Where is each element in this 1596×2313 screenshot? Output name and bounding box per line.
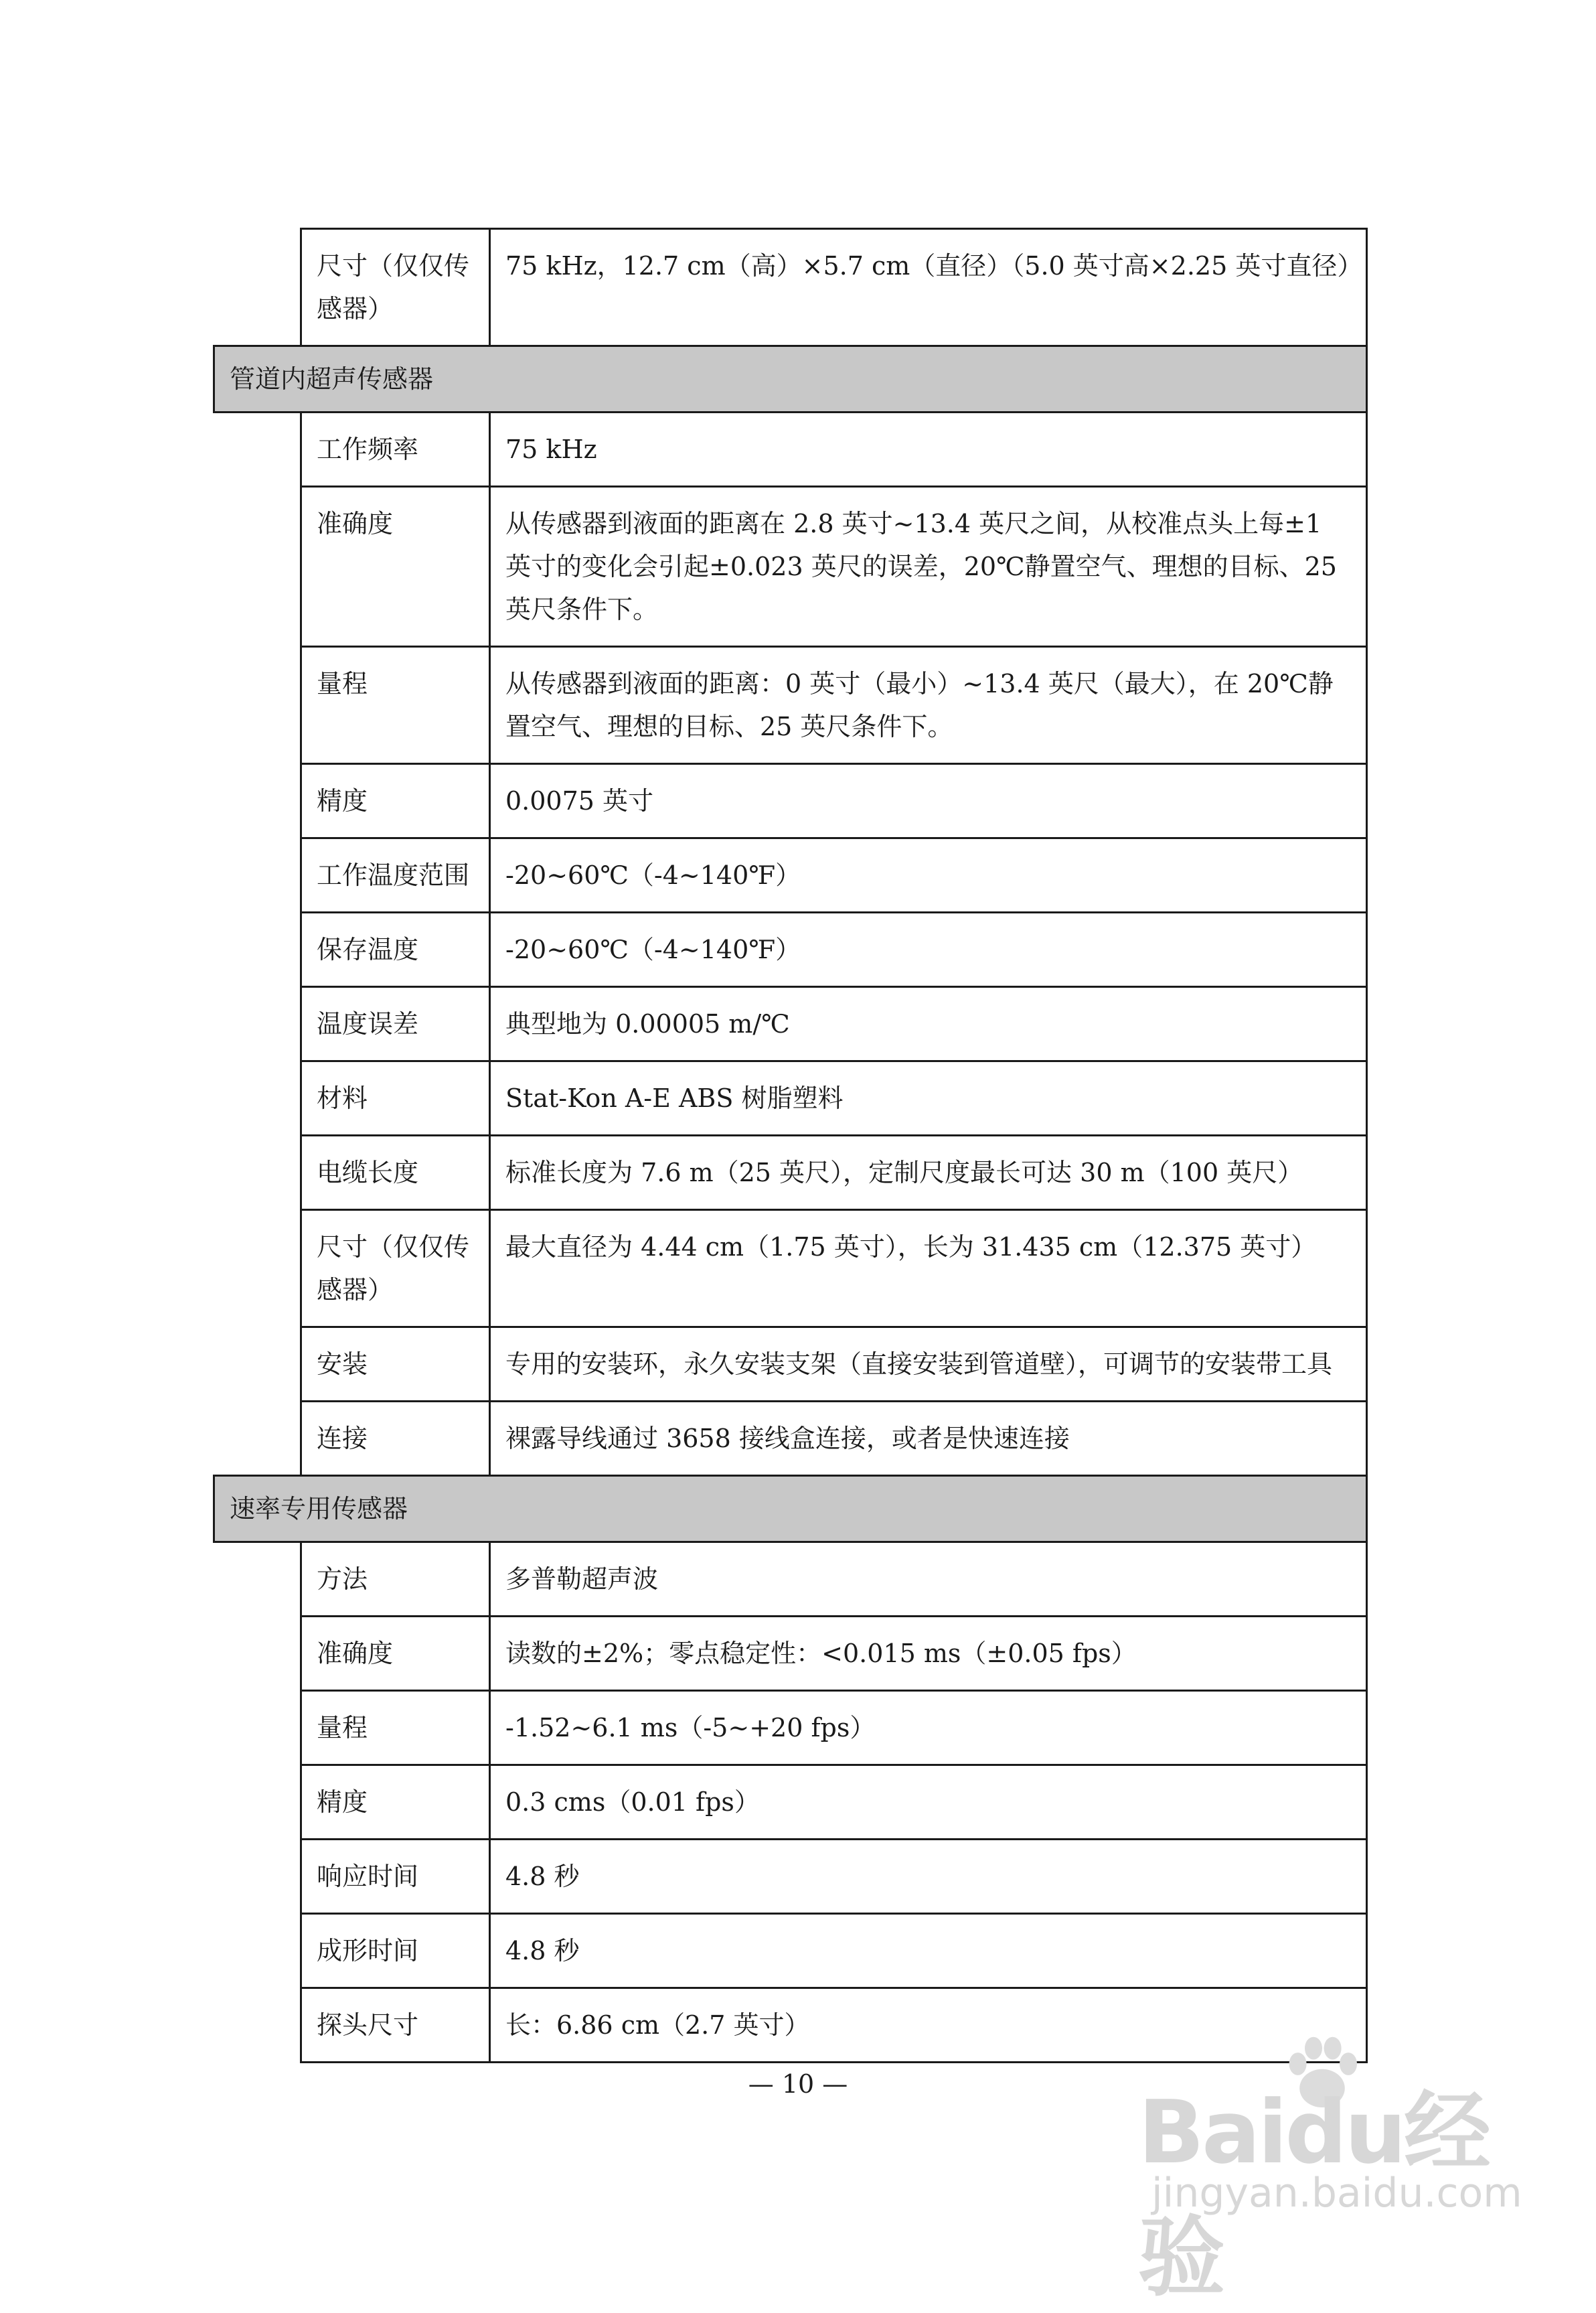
spec-value: -1.52~6.1 ms（-5~+20 fps） xyxy=(490,1691,1367,1765)
spec-table xyxy=(213,228,1368,2063)
spec-value: 从传感器到液面的距离：0 英寸（最小）~13.4 英尺（最大），在 20℃静置空气、理想的目标、25 英尺条件下。 xyxy=(490,647,1367,764)
spec-value: 专用的安装环，永久安装支架（直接安装到管道壁），可调节的安装带工具 xyxy=(490,1327,1367,1402)
indent-cell xyxy=(214,487,301,647)
spec-label: 安装 xyxy=(301,1327,490,1402)
spec-value: 多普勒超声波 xyxy=(490,1542,1367,1617)
spec-row xyxy=(214,838,1367,913)
spec-row xyxy=(214,1402,1367,1476)
spec-row xyxy=(214,1061,1367,1136)
spec-label: 尺寸（仅仅传感器） xyxy=(301,1210,490,1327)
spec-row xyxy=(214,1542,1367,1617)
spec-value: 标准长度为 7.6 m（25 英尺），定制尺度最长可达 30 m（100 英尺） xyxy=(490,1136,1367,1210)
indent-cell xyxy=(214,1327,301,1402)
spec-label: 工作温度范围 xyxy=(301,838,490,913)
indent-cell xyxy=(214,1542,301,1617)
spec-row xyxy=(214,1691,1367,1765)
indent-cell xyxy=(214,1840,301,1914)
spec-row xyxy=(214,1327,1367,1402)
indent-cell xyxy=(214,1136,301,1210)
spec-label: 准确度 xyxy=(301,1617,490,1691)
indent-cell xyxy=(214,229,301,346)
section-header-row xyxy=(214,346,1367,413)
spec-row xyxy=(214,987,1367,1061)
indent-cell xyxy=(214,1210,301,1327)
spec-label: 尺寸（仅仅传感器） xyxy=(301,229,490,346)
spec-label: 准确度 xyxy=(301,487,490,647)
indent-cell xyxy=(214,913,301,987)
spec-row xyxy=(214,1765,1367,1840)
baidu-jingyan-watermark xyxy=(1138,2029,1522,2308)
spec-label: 连接 xyxy=(301,1402,490,1476)
spec-label: 响应时间 xyxy=(301,1840,490,1914)
spec-label: 探头尺寸 xyxy=(301,1988,490,2063)
spec-row xyxy=(214,1210,1367,1327)
indent-cell xyxy=(214,1617,301,1691)
spec-row xyxy=(214,1136,1367,1210)
watermark-url: jingyan.baidu.com xyxy=(1151,2170,1522,2217)
spec-label: 材料 xyxy=(301,1061,490,1136)
spec-value: 长：6.86 cm（2.7 英寸） xyxy=(490,1988,1367,2063)
spec-label: 方法 xyxy=(301,1542,490,1617)
indent-cell xyxy=(214,1765,301,1840)
spec-row xyxy=(214,1840,1367,1914)
watermark-brand: Baidu经验 xyxy=(1138,2081,1488,2308)
spec-label: 温度误差 xyxy=(301,987,490,1061)
spec-row xyxy=(214,1617,1367,1691)
indent-cell xyxy=(214,764,301,838)
spec-row xyxy=(214,647,1367,764)
spec-label: 量程 xyxy=(301,1691,490,1765)
spec-value: 75 kHz xyxy=(490,413,1367,487)
spec-row xyxy=(214,1914,1367,1988)
spec-row xyxy=(214,487,1367,647)
spec-label: 工作频率 xyxy=(301,413,490,487)
spec-label: 精度 xyxy=(301,764,490,838)
section-title: 管道内超声传感器 xyxy=(214,346,1367,413)
spec-label: 保存温度 xyxy=(301,913,490,987)
spec-label: 量程 xyxy=(301,647,490,764)
indent-cell xyxy=(214,1061,301,1136)
indent-cell xyxy=(214,987,301,1061)
spec-value: 从传感器到液面的距离在 2.8 英寸~13.4 英尺之间，从校准点头上每±1 英寸的变化会引起±0.023 英尺的误差，20℃静置空气、理想的目标、25 英尺条件下。 xyxy=(490,487,1367,647)
spec-label: 成形时间 xyxy=(301,1914,490,1988)
spec-row xyxy=(214,913,1367,987)
spec-value: 4.8 秒 xyxy=(490,1914,1367,1988)
spec-value: -20~60℃（-4~140℉） xyxy=(490,913,1367,987)
spec-value: 典型地为 0.00005 m/℃ xyxy=(490,987,1367,1061)
indent-cell xyxy=(214,1402,301,1476)
spec-value: Stat-Kon A-E ABS 树脂塑料 xyxy=(490,1061,1367,1136)
spec-value: 4.8 秒 xyxy=(490,1840,1367,1914)
spec-value: 裸露导线通过 3658 接线盒连接，或者是快速连接 xyxy=(490,1402,1367,1476)
indent-cell xyxy=(214,647,301,764)
spec-value: 0.3 cms（0.01 fps） xyxy=(490,1765,1367,1840)
section-header-row xyxy=(214,1476,1367,1542)
indent-cell xyxy=(214,1691,301,1765)
spec-value: 读数的±2%；零点稳定性：<0.015 ms（±0.05 fps） xyxy=(490,1617,1367,1691)
spec-row xyxy=(214,764,1367,838)
spec-value: 最大直径为 4.44 cm（1.75 英寸），长为 31.435 cm（12.375 英寸） xyxy=(490,1210,1367,1327)
spec-row xyxy=(214,229,1367,346)
spec-label: 电缆长度 xyxy=(301,1136,490,1210)
spec-value: 0.0075 英寸 xyxy=(490,764,1367,838)
indent-cell xyxy=(214,1914,301,1988)
spec-row xyxy=(214,413,1367,487)
spec-value: -20~60℃（-4~140℉） xyxy=(490,838,1367,913)
spec-value: 75 kHz，12.7 cm（高）×5.7 cm（直径）（5.0 英寸高×2.25 英寸直径） xyxy=(490,229,1367,346)
page-number: — 10 — xyxy=(748,2069,848,2099)
section-title: 速率专用传感器 xyxy=(214,1476,1367,1542)
indent-cell xyxy=(214,838,301,913)
indent-cell xyxy=(214,1988,301,2063)
spec-label: 精度 xyxy=(301,1765,490,1840)
indent-cell xyxy=(214,413,301,487)
spec-table-body xyxy=(214,229,1367,2063)
